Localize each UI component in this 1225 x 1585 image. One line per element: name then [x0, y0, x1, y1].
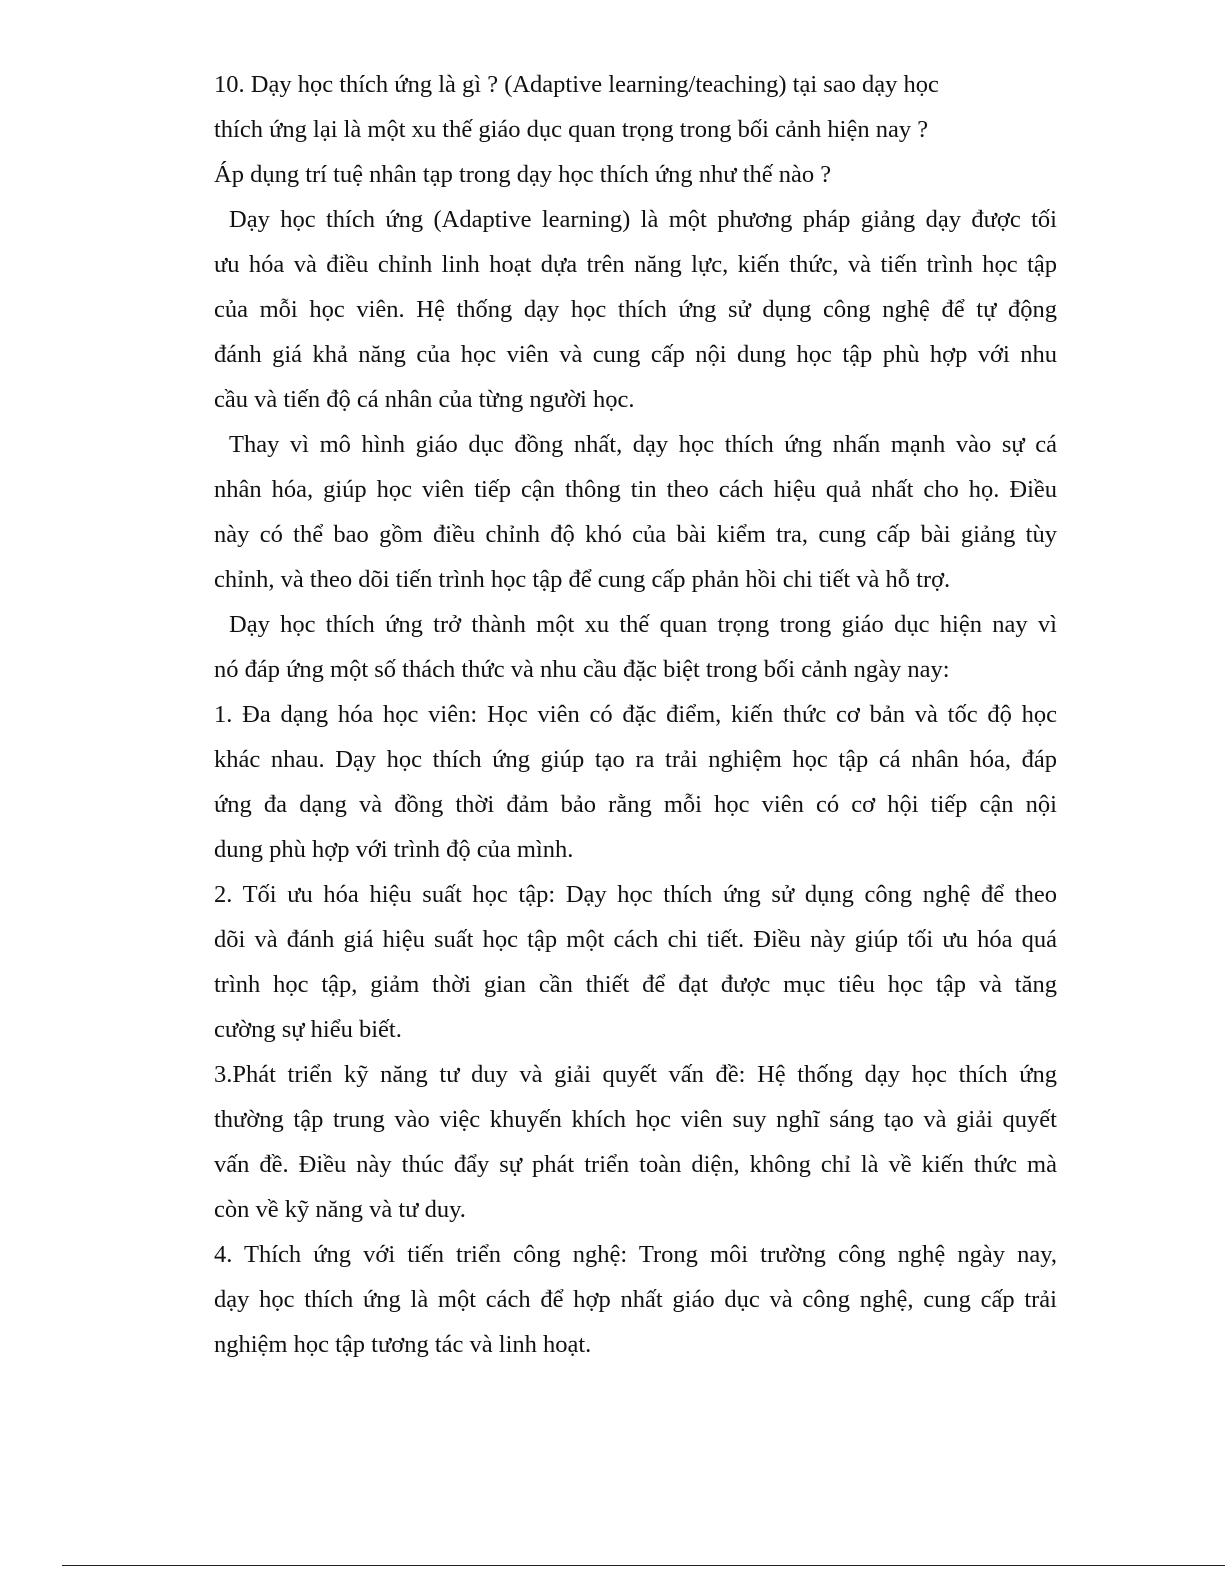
text-line: ứng đa dạng và đồng thời đảm bảo rằng mỗi học viên có cơ hội tiếp cận nội [214, 791, 1057, 818]
text-line: trình học tập, giảm thời gian cần thiết để đạt được mục tiêu học tập và tăng [214, 971, 1057, 998]
list-item-2 [214, 872, 1057, 1052]
text-line: 2. Tối ưu hóa hiệu suất học tập: Dạy học thích ứng sử dụng công nghệ để theo [214, 881, 1057, 908]
text-line: dung phù hợp với trình độ của mình. [214, 836, 574, 863]
text-line: còn về kỹ năng và tư duy. [214, 1196, 466, 1223]
text-line: của mỗi học viên. Hệ thống dạy học thích ứng sử dụng công nghệ để tự động [214, 296, 1057, 323]
text-line: cường sự hiểu biết. [214, 1016, 402, 1043]
text-line: thích ứng lại là một xu thế giáo dục quan trọng trong bối cảnh hiện nay ? [214, 116, 929, 143]
text-line: 1. Đa dạng hóa học viên: Học viên có đặc điểm, kiến thức cơ bản và tốc độ học [214, 701, 1057, 728]
text-line: nghiệm học tập tương tác và linh hoạt. [214, 1331, 592, 1358]
text-line: nó đáp ứng một số thách thức và nhu cầu đặc biệt trong bối cảnh ngày nay: [214, 656, 950, 683]
paragraph-personalization [214, 422, 1057, 602]
text-line: nhân hóa, giúp học viên tiếp cận thông tin theo cách hiệu quả nhất cho họ. Điều [214, 476, 1057, 503]
text-line: 3.Phát triển kỹ năng tư duy và giải quyết vấn đề: Hệ thống dạy học thích ứng [214, 1061, 1057, 1088]
text-line: Dạy học thích ứng trở thành một xu thế quan trọng trong giáo dục hiện nay vì [229, 611, 1057, 638]
text-line: 4. Thích ứng với tiến triển công nghệ: Trong môi trường công nghệ ngày nay, [214, 1241, 1057, 1268]
text-line: ưu hóa và điều chỉnh linh hoạt dựa trên năng lực, kiến thức, và tiến trình học tập [214, 251, 1057, 278]
text-line: 10. Dạy học thích ứng là gì ? (Adaptive learning/teaching) tại sao dạy học [214, 71, 939, 98]
text-line: thường tập trung vào việc khuyến khích học viên suy nghĩ sáng tạo và giải quyết [214, 1106, 1057, 1133]
text-line: cầu và tiến độ cá nhân của từng người học. [214, 386, 635, 413]
text-line: này có thể bao gồm điều chỉnh độ khó của bài kiểm tra, cung cấp bài giảng tùy [214, 521, 1057, 548]
text-line: đánh giá khả năng của học viên và cung cấp nội dung học tập phù hợp với nhu [214, 341, 1057, 368]
text-line: Dạy học thích ứng (Adaptive learning) là một phương pháp giảng dạy được tối [229, 206, 1057, 233]
text-line: Áp dụng trí tuệ nhân tạp trong dạy học thích ứng như thế nào ? [214, 161, 832, 188]
text-line: dõi và đánh giá hiệu suất học tập một cách chi tiết. Điều này giúp tối ưu hóa quá [214, 926, 1057, 953]
list-item-3 [214, 1052, 1057, 1232]
list-item-1 [214, 692, 1057, 872]
paragraph-definition [214, 197, 1057, 422]
text-line: vấn đề. Điều này thúc đẩy sự phát triển toàn diện, không chỉ là về kiến thức mà [214, 1151, 1057, 1178]
text-line: Thay vì mô hình giáo dục đồng nhất, dạy học thích ứng nhấn mạnh vào sự cá [229, 431, 1057, 458]
text-line: chỉnh, và theo dõi tiến trình học tập để cung cấp phản hồi chi tiết và hỗ trợ. [214, 566, 951, 593]
question-heading [214, 62, 1057, 197]
list-item-4 [214, 1232, 1057, 1367]
document-page [214, 62, 1057, 1367]
paragraph-trend [214, 602, 1057, 692]
page-divider [62, 1565, 1225, 1566]
text-line: dạy học thích ứng là một cách để hợp nhất giáo dục và công nghệ, cung cấp trải [214, 1286, 1057, 1313]
text-line: khác nhau. Dạy học thích ứng giúp tạo ra trải nghiệm học tập cá nhân hóa, đáp [214, 746, 1057, 773]
